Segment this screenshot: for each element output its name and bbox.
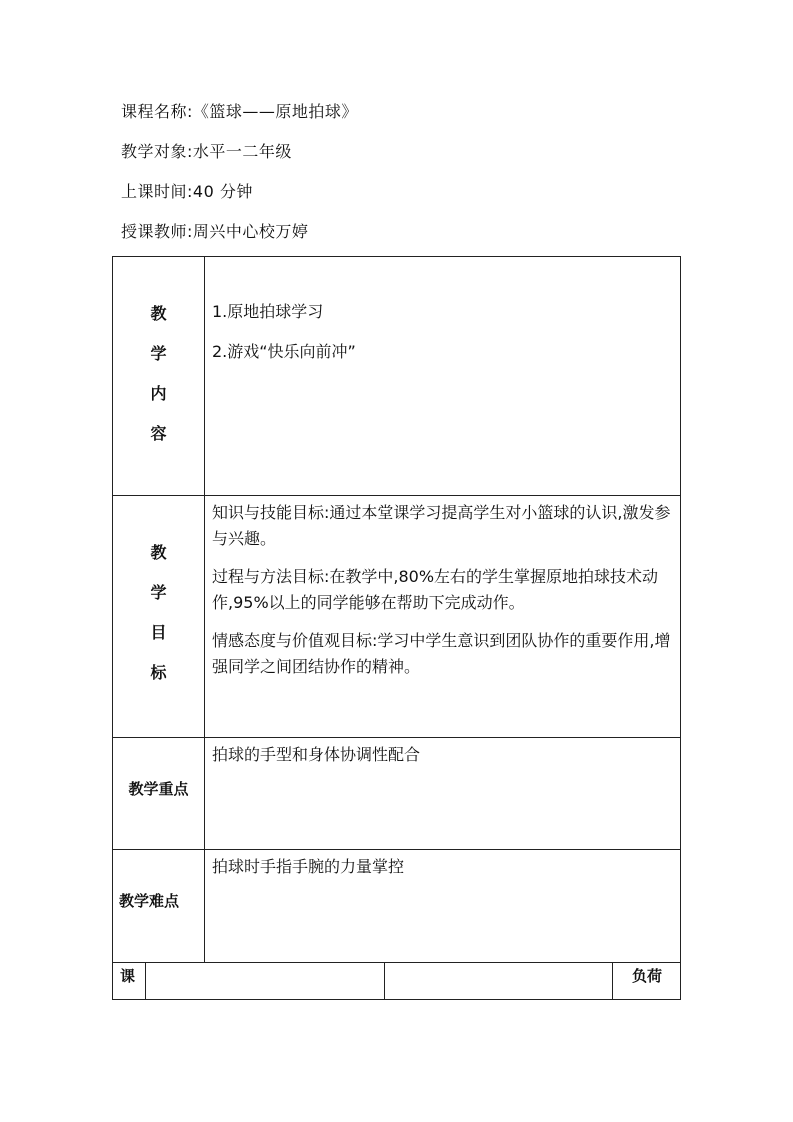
- label-key-point: 教学重点: [128, 780, 189, 798]
- cell-divider: [612, 963, 613, 999]
- lesson-table: [112, 256, 681, 1000]
- header-teacher: 授课教师:周兴中心校万婷: [121, 222, 309, 241]
- cell-divider: [145, 963, 146, 999]
- label-difficulty-cell: [113, 850, 205, 962]
- label-key-point-cell: [113, 738, 205, 849]
- label-load: 负荷: [632, 967, 663, 985]
- content-teaching-objectives: [204, 496, 680, 737]
- header-course-name: 课程名称:《篮球——原地拍球》: [121, 102, 358, 121]
- label-char: 教: [150, 543, 167, 562]
- label-lesson: 课: [120, 967, 136, 985]
- header-time: 上课时间:40 分钟: [121, 182, 253, 201]
- content-item: 1.原地拍球学习: [212, 302, 324, 321]
- header-target: 教学对象:水平一二年级: [121, 142, 292, 161]
- label-char: 内: [150, 384, 167, 403]
- label-teaching-objectives: [113, 496, 205, 737]
- objective-knowledge: 知识与技能目标:通过本堂课学习提高学生对小篮球的认识,激发参与兴趣。: [212, 503, 671, 548]
- row-teaching-content: [112, 256, 681, 496]
- content-difficulty: [204, 850, 680, 962]
- label-teaching-content: [113, 257, 205, 495]
- content-key-point: [204, 738, 680, 849]
- label-char: 容: [150, 424, 167, 443]
- content-item: 2.游戏“快乐向前冲”: [212, 342, 356, 361]
- row-key-point: [112, 738, 681, 850]
- objective-emotion: 情感态度与价值观目标:学习中学生意识到团队协作的重要作用,增强同学之间团结协作的精神。: [212, 631, 671, 676]
- label-char: 目: [150, 623, 167, 642]
- label-char: 教: [150, 304, 167, 323]
- row-last: [112, 963, 681, 1000]
- row-teaching-objectives: [112, 496, 681, 738]
- content-teaching-content: [204, 257, 680, 495]
- label-char: 学: [150, 344, 167, 363]
- objective-process: 过程与方法目标:在教学中,80%左右的学生掌握原地拍球技术动作,95%以上的同学能够在帮助下完成动作。: [212, 567, 659, 612]
- row-difficulty: [112, 850, 681, 963]
- difficulty-text: 拍球时手指手腕的力量掌控: [212, 857, 405, 876]
- label-char: 学: [150, 583, 167, 602]
- cell-divider: [384, 963, 385, 999]
- key-point-text: 拍球的手型和身体协调性配合: [212, 745, 421, 764]
- label-difficulty: 教学难点: [119, 892, 180, 910]
- label-char: 标: [150, 663, 167, 682]
